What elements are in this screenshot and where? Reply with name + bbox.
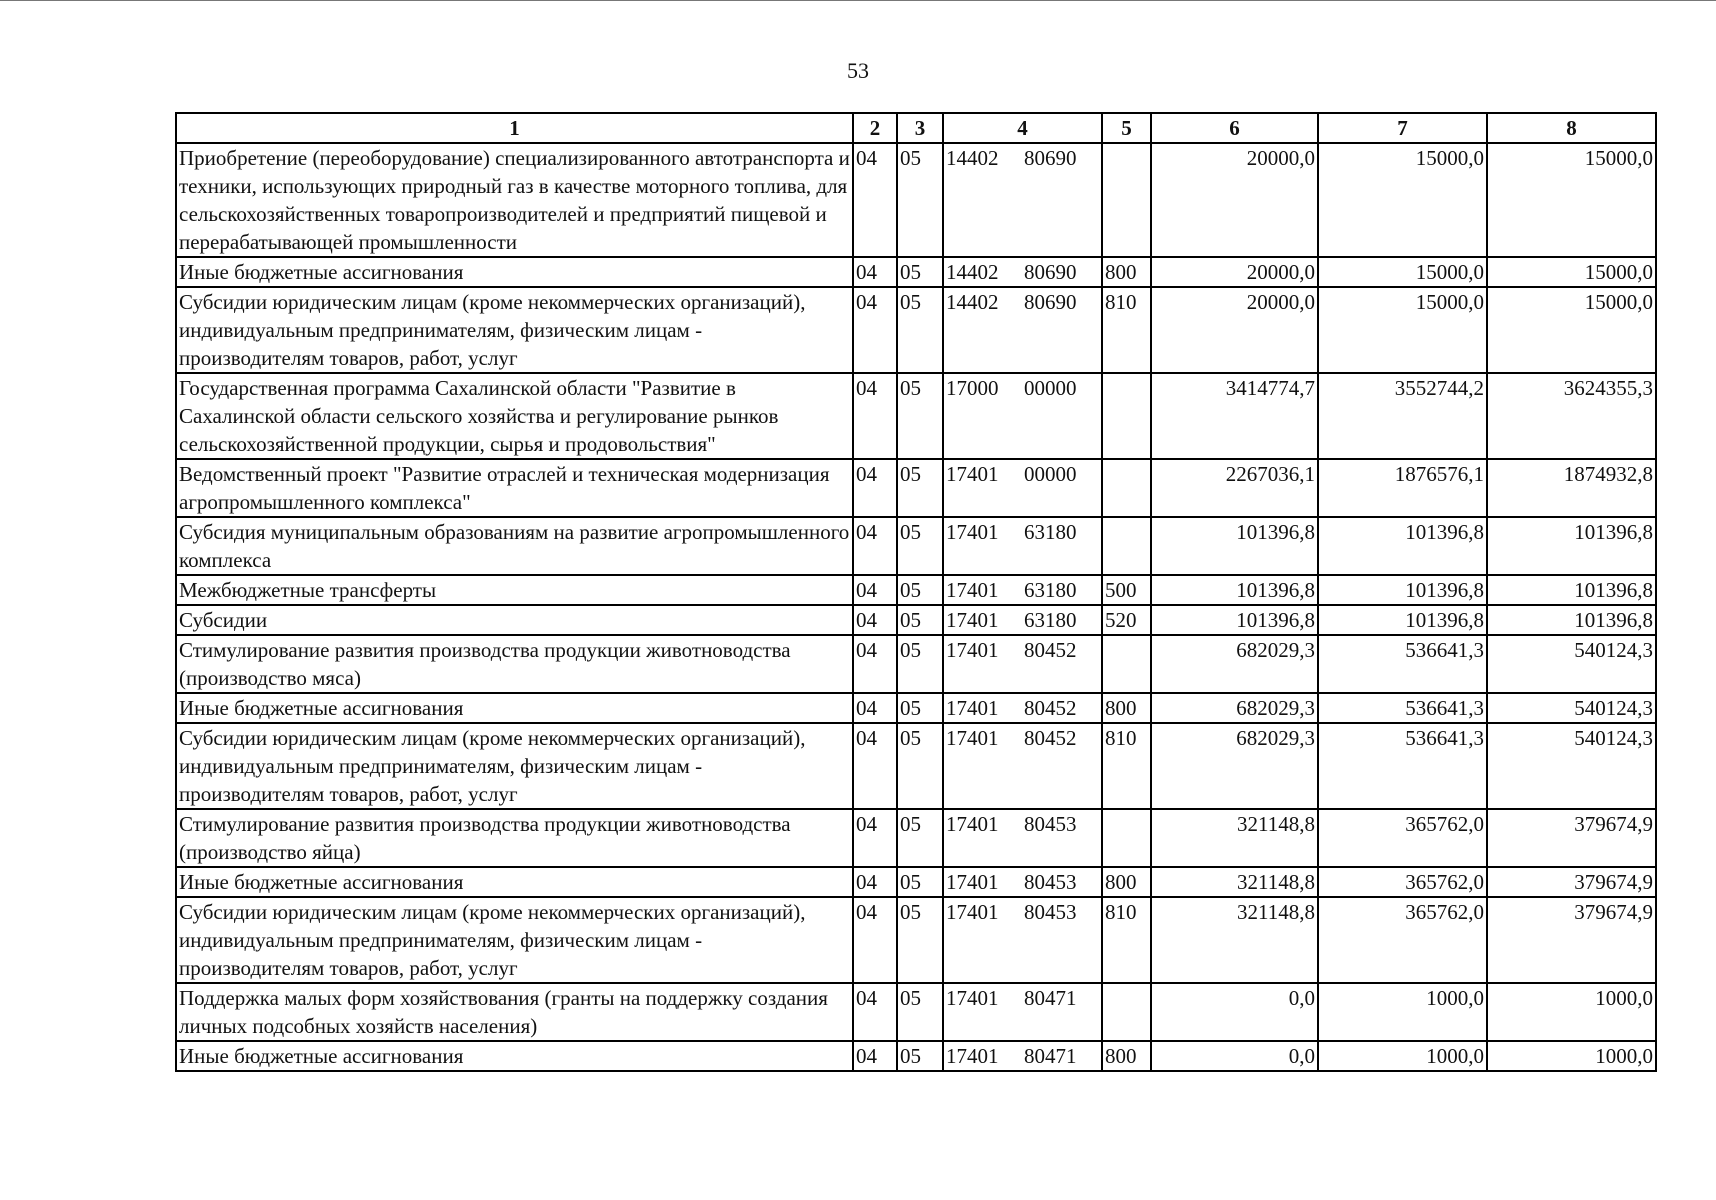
section-code: 04	[853, 809, 897, 867]
amount-col-6: 321148,8	[1151, 867, 1318, 897]
program-code-part1: 17401	[946, 812, 999, 836]
section-code: 04	[853, 575, 897, 605]
amount-col-6: 20000,0	[1151, 287, 1318, 373]
budget-table	[175, 112, 1657, 1072]
amount-col-6: 101396,8	[1151, 517, 1318, 575]
program-code-part2: 80471	[1024, 1044, 1077, 1068]
amount-col-8: 379674,9	[1487, 897, 1656, 983]
program-code	[943, 287, 1102, 373]
program-code-part1: 17401	[946, 520, 999, 544]
program-code	[943, 605, 1102, 635]
expense-type-code	[1102, 459, 1151, 517]
expense-type-code	[1102, 517, 1151, 575]
amount-col-7: 1000,0	[1318, 983, 1487, 1041]
amount-col-8: 15000,0	[1487, 257, 1656, 287]
row-name: Государственная программа Сахалинской области "Развитие в Сахалинской области сельского хозяйства и регулирование рынков сельскохозяйственной продукции, сырья и продовольствия"	[176, 373, 853, 459]
amount-col-7: 15000,0	[1318, 257, 1487, 287]
section-code: 04	[853, 1041, 897, 1071]
expense-type-code	[1102, 809, 1151, 867]
program-code-part1: 17401	[946, 696, 999, 720]
page-number: 53	[847, 58, 869, 83]
amount-col-8: 101396,8	[1487, 575, 1656, 605]
program-code-part2: 80690	[1024, 290, 1077, 314]
program-code	[943, 1041, 1102, 1071]
table-row	[176, 1041, 1656, 1071]
amount-col-6: 0,0	[1151, 983, 1318, 1041]
amount-col-6: 20000,0	[1151, 143, 1318, 257]
row-name: Стимулирование развития производства продукции животноводства (производство мяса)	[176, 635, 853, 693]
row-name: Приобретение (переоборудование) специализированного автотранспорта и техники, использующих природный газ в качестве моторного топлива, для сельскохозяйственных товаропроизводителей и предприятий пищевой и перерабатывающей промышленности	[176, 143, 853, 257]
amount-col-8: 3624355,3	[1487, 373, 1656, 459]
table-row	[176, 723, 1656, 809]
amount-col-8: 540124,3	[1487, 635, 1656, 693]
program-code	[943, 635, 1102, 693]
subsection-code: 05	[897, 517, 943, 575]
subsection-code: 05	[897, 867, 943, 897]
program-code-part1: 17401	[946, 986, 999, 1010]
row-name: Стимулирование развития производства продукции животноводства (производство яйца)	[176, 809, 853, 867]
table-row	[176, 287, 1656, 373]
header-col-1: 1	[176, 113, 853, 143]
table-body	[176, 143, 1656, 1071]
amount-col-8: 540124,3	[1487, 693, 1656, 723]
program-code	[943, 143, 1102, 257]
amount-col-7: 1000,0	[1318, 1041, 1487, 1071]
table-row	[176, 867, 1656, 897]
program-code-part2: 00000	[1024, 376, 1077, 400]
amount-col-8: 379674,9	[1487, 867, 1656, 897]
subsection-code: 05	[897, 287, 943, 373]
table-row	[176, 809, 1656, 867]
program-code	[943, 459, 1102, 517]
section-code: 04	[853, 693, 897, 723]
expense-type-code: 810	[1102, 897, 1151, 983]
amount-col-6: 321148,8	[1151, 809, 1318, 867]
section-code: 04	[853, 605, 897, 635]
table-row	[176, 605, 1656, 635]
program-code-part1: 17401	[946, 870, 999, 894]
program-code-part1: 17401	[946, 638, 999, 662]
program-code-part2: 63180	[1024, 578, 1077, 602]
program-code-part1: 14402	[946, 290, 999, 314]
table-row	[176, 575, 1656, 605]
program-code-part2: 80453	[1024, 900, 1077, 924]
amount-col-8: 101396,8	[1487, 605, 1656, 635]
amount-col-8: 1874932,8	[1487, 459, 1656, 517]
expense-type-code: 500	[1102, 575, 1151, 605]
amount-col-7: 365762,0	[1318, 897, 1487, 983]
section-code: 04	[853, 459, 897, 517]
program-code	[943, 693, 1102, 723]
expense-type-code: 800	[1102, 257, 1151, 287]
amount-col-7: 3552744,2	[1318, 373, 1487, 459]
program-code-part2: 80471	[1024, 986, 1077, 1010]
row-name: Субсидия муниципальным образованиям на развитие агропромышленного комплекса	[176, 517, 853, 575]
subsection-code: 05	[897, 373, 943, 459]
amount-col-6: 0,0	[1151, 1041, 1318, 1071]
header-col-7: 7	[1318, 113, 1487, 143]
expense-type-code	[1102, 635, 1151, 693]
amount-col-6: 20000,0	[1151, 257, 1318, 287]
amount-col-8: 15000,0	[1487, 143, 1656, 257]
subsection-code: 05	[897, 809, 943, 867]
scan-edge-top	[0, 0, 1716, 1]
amount-col-7: 1876576,1	[1318, 459, 1487, 517]
amount-col-7: 365762,0	[1318, 809, 1487, 867]
expense-type-code: 520	[1102, 605, 1151, 635]
amount-col-8: 1000,0	[1487, 983, 1656, 1041]
header-col-2: 2	[853, 113, 897, 143]
row-name: Ведомственный проект "Развитие отраслей и техническая модернизация агропромышленного комплекса"	[176, 459, 853, 517]
program-code	[943, 257, 1102, 287]
row-name: Субсидии	[176, 605, 853, 635]
program-code-part1: 17401	[946, 578, 999, 602]
program-code-part2: 80452	[1024, 638, 1077, 662]
subsection-code: 05	[897, 459, 943, 517]
amount-col-8: 101396,8	[1487, 517, 1656, 575]
amount-col-6: 101396,8	[1151, 605, 1318, 635]
subsection-code: 05	[897, 723, 943, 809]
expense-type-code: 800	[1102, 867, 1151, 897]
amount-col-7: 15000,0	[1318, 143, 1487, 257]
amount-col-7: 101396,8	[1318, 605, 1487, 635]
subsection-code: 05	[897, 983, 943, 1041]
amount-col-6: 682029,3	[1151, 723, 1318, 809]
table-row	[176, 373, 1656, 459]
program-code	[943, 575, 1102, 605]
program-code-part1: 17000	[946, 376, 999, 400]
header-col-6: 6	[1151, 113, 1318, 143]
amount-col-7: 536641,3	[1318, 723, 1487, 809]
row-name: Иные бюджетные ассигнования	[176, 867, 853, 897]
header-row	[176, 113, 1656, 143]
header-col-5: 5	[1102, 113, 1151, 143]
header-col-8: 8	[1487, 113, 1656, 143]
subsection-code: 05	[897, 693, 943, 723]
amount-col-6: 682029,3	[1151, 693, 1318, 723]
row-name: Поддержка малых форм хозяйствования (гранты на поддержку создания личных подсобных хозяйств населения)	[176, 983, 853, 1041]
table-row	[176, 143, 1656, 257]
expense-type-code	[1102, 983, 1151, 1041]
table-row	[176, 983, 1656, 1041]
subsection-code: 05	[897, 605, 943, 635]
program-code-part1: 17401	[946, 462, 999, 486]
section-code: 04	[853, 867, 897, 897]
program-code-part2: 00000	[1024, 462, 1077, 486]
expense-type-code: 810	[1102, 723, 1151, 809]
program-code-part2: 63180	[1024, 520, 1077, 544]
expense-type-code	[1102, 143, 1151, 257]
table-row	[176, 517, 1656, 575]
row-name: Иные бюджетные ассигнования	[176, 693, 853, 723]
program-code-part1: 14402	[946, 260, 999, 284]
program-code-part1: 17401	[946, 1044, 999, 1068]
program-code-part1: 17401	[946, 900, 999, 924]
amount-col-7: 536641,3	[1318, 635, 1487, 693]
section-code: 04	[853, 143, 897, 257]
program-code	[943, 723, 1102, 809]
row-name: Иные бюджетные ассигнования	[176, 1041, 853, 1071]
amount-col-7: 15000,0	[1318, 287, 1487, 373]
section-code: 04	[853, 723, 897, 809]
program-code-part1: 17401	[946, 608, 999, 632]
expense-type-code	[1102, 373, 1151, 459]
program-code	[943, 897, 1102, 983]
expense-type-code: 800	[1102, 693, 1151, 723]
program-code-part2: 80452	[1024, 726, 1077, 750]
program-code	[943, 373, 1102, 459]
table-row	[176, 693, 1656, 723]
row-name: Иные бюджетные ассигнования	[176, 257, 853, 287]
section-code: 04	[853, 983, 897, 1041]
row-name: Субсидии юридическим лицам (кроме некоммерческих организаций), индивидуальным предпринимателям, физическим лицам - производителям товаров, работ, услуг	[176, 723, 853, 809]
amount-col-8: 379674,9	[1487, 809, 1656, 867]
section-code: 04	[853, 257, 897, 287]
program-code-part2: 80690	[1024, 146, 1077, 170]
row-name: Субсидии юридическим лицам (кроме некоммерческих организаций), индивидуальным предпринимателям, физическим лицам - производителям товаров, работ, услуг	[176, 287, 853, 373]
amount-col-6: 321148,8	[1151, 897, 1318, 983]
subsection-code: 05	[897, 575, 943, 605]
subsection-code: 05	[897, 635, 943, 693]
subsection-code: 05	[897, 257, 943, 287]
amount-col-7: 365762,0	[1318, 867, 1487, 897]
amount-col-7: 101396,8	[1318, 575, 1487, 605]
amount-col-6: 101396,8	[1151, 575, 1318, 605]
program-code-part2: 63180	[1024, 608, 1077, 632]
table-row	[176, 459, 1656, 517]
amount-col-6: 3414774,7	[1151, 373, 1318, 459]
section-code: 04	[853, 517, 897, 575]
program-code-part2: 80452	[1024, 696, 1077, 720]
row-name: Субсидии юридическим лицам (кроме некоммерческих организаций), индивидуальным предпринимателям, физическим лицам - производителям товаров, работ, услуг	[176, 897, 853, 983]
table-row	[176, 897, 1656, 983]
program-code-part1: 14402	[946, 146, 999, 170]
table-row	[176, 257, 1656, 287]
program-code	[943, 867, 1102, 897]
section-code: 04	[853, 373, 897, 459]
subsection-code: 05	[897, 1041, 943, 1071]
amount-col-8: 540124,3	[1487, 723, 1656, 809]
program-code	[943, 809, 1102, 867]
table-row	[176, 635, 1656, 693]
subsection-code: 05	[897, 143, 943, 257]
program-code-part2: 80453	[1024, 812, 1077, 836]
row-name: Межбюджетные трансферты	[176, 575, 853, 605]
amount-col-8: 15000,0	[1487, 287, 1656, 373]
subsection-code: 05	[897, 897, 943, 983]
section-code: 04	[853, 897, 897, 983]
header-col-4: 4	[943, 113, 1102, 143]
section-code: 04	[853, 287, 897, 373]
amount-col-8: 1000,0	[1487, 1041, 1656, 1071]
amount-col-7: 536641,3	[1318, 693, 1487, 723]
expense-type-code: 810	[1102, 287, 1151, 373]
program-code-part2: 80453	[1024, 870, 1077, 894]
amount-col-6: 2267036,1	[1151, 459, 1318, 517]
program-code	[943, 983, 1102, 1041]
program-code-part2: 80690	[1024, 260, 1077, 284]
expense-type-code: 800	[1102, 1041, 1151, 1071]
amount-col-6: 682029,3	[1151, 635, 1318, 693]
program-code-part1: 17401	[946, 726, 999, 750]
header-col-3: 3	[897, 113, 943, 143]
amount-col-7: 101396,8	[1318, 517, 1487, 575]
program-code	[943, 517, 1102, 575]
section-code: 04	[853, 635, 897, 693]
